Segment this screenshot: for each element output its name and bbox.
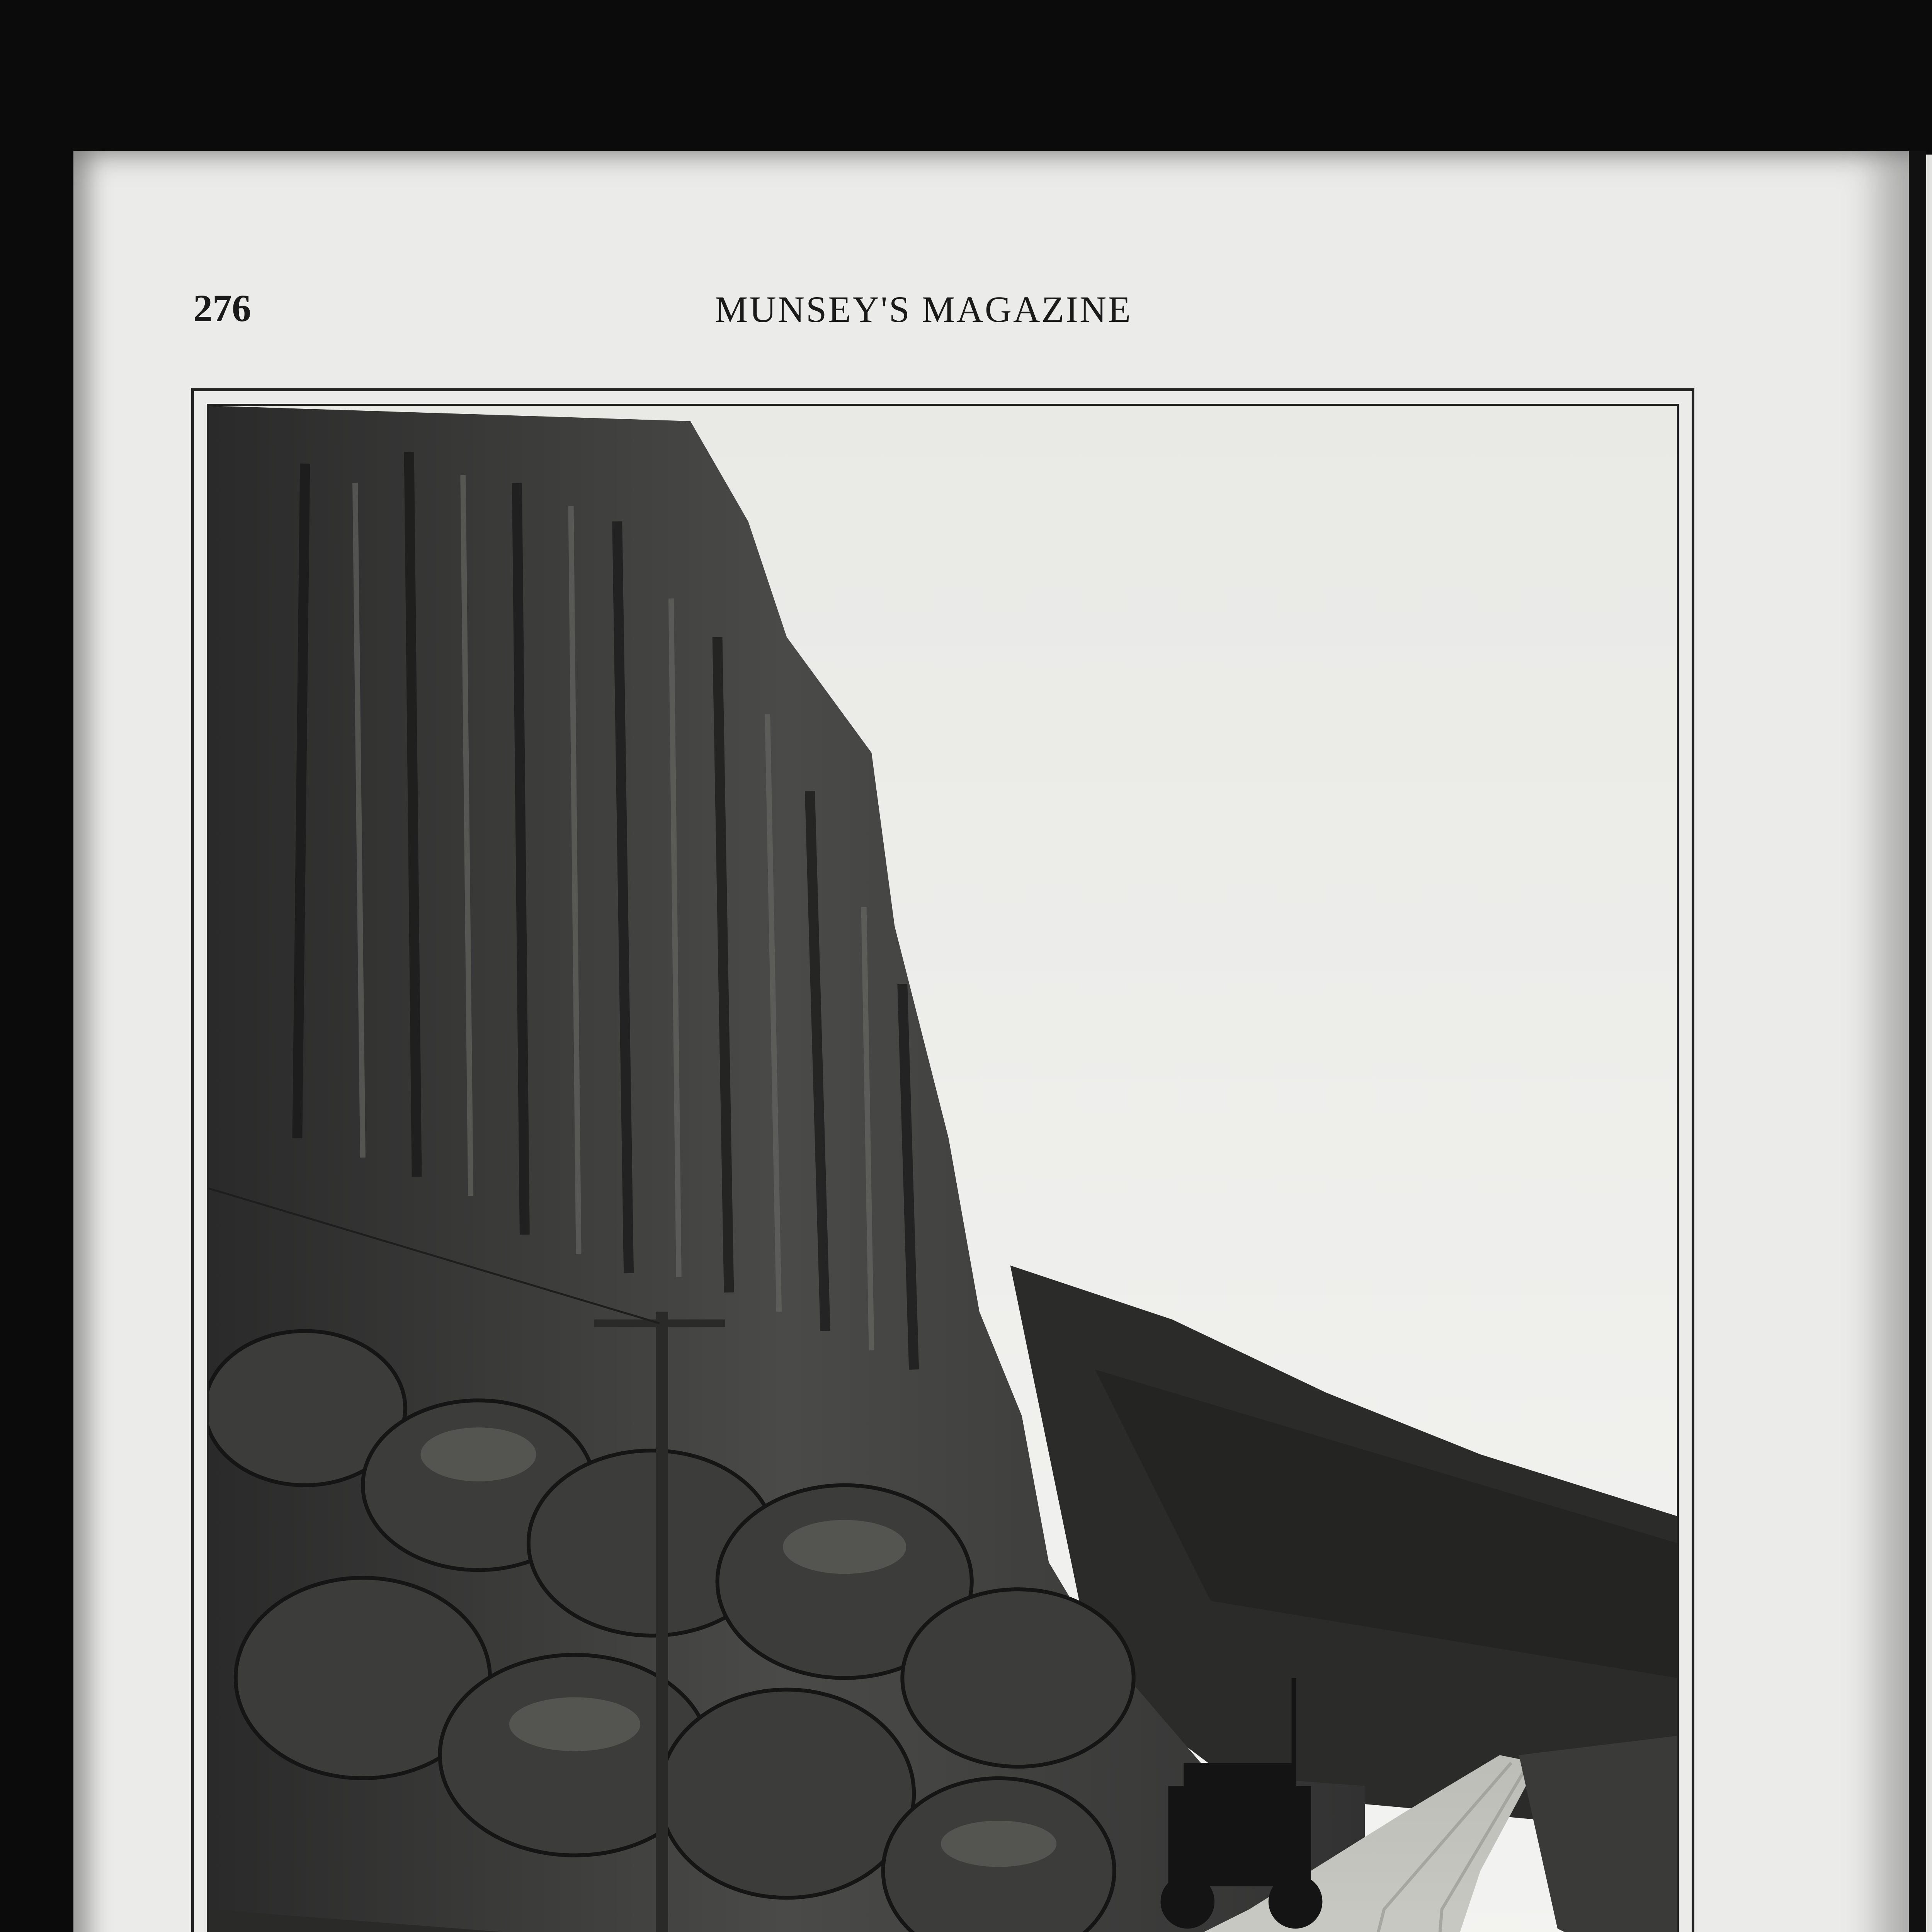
cliff-road-photo bbox=[209, 406, 1677, 1932]
facing-page-edge bbox=[1926, 155, 1932, 1932]
book-gutter bbox=[1909, 151, 1926, 1932]
running-head: MUNSEY'S MAGAZINE bbox=[715, 289, 1132, 330]
page-number: 276 bbox=[193, 287, 251, 330]
photograph bbox=[207, 404, 1679, 1932]
